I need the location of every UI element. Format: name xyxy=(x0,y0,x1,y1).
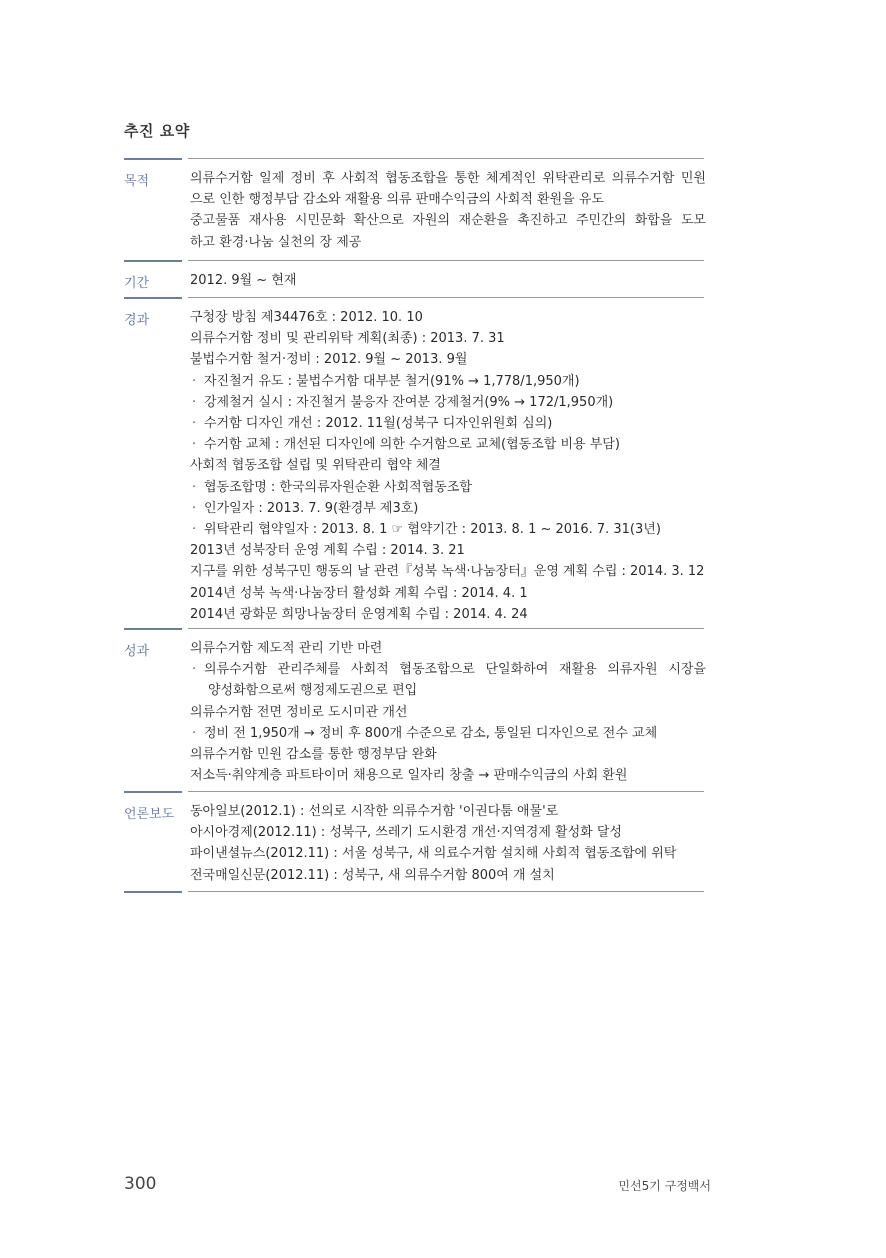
content-line: 파이낸셜뉴스(2012.11) : 서울 성북구, 새 의료수거함 설치해 사회적 협동조합에 위탁 xyxy=(190,846,677,862)
content-line: 지구를 위한 성북구민 행동의 날 관련『성북 녹색·나눔장터』운영 계획 수립 : 2014. 3. 12 xyxy=(190,564,705,580)
bullet-item: · 협동조합명 : 한국의류자원순환 사회적협동조합 xyxy=(190,477,706,498)
footer-book-title: 민선5기 구정백서 xyxy=(618,1179,711,1193)
bullet-item: · 자진철거 유도 : 불법수거함 대부분 철거(91% → 1,778/1,950개) xyxy=(190,371,706,392)
row-content xyxy=(190,307,706,625)
content-line: 아시아경제(2012.11) : 성북구, 쓰레기 도시환경 개선·지역경제 활성화 달성 xyxy=(190,825,622,841)
row-divider-left xyxy=(124,628,182,630)
row-divider-left xyxy=(124,158,182,160)
row-label: 성과 xyxy=(124,644,150,659)
content-line: 의류수거함 정비 및 관리위탁 계획(최종) : 2013. 7. 31 xyxy=(190,331,505,347)
row-content xyxy=(190,638,706,786)
content-line: 2012. 9월 ~ 현재 xyxy=(190,273,297,288)
bottom-divider-left xyxy=(124,891,182,893)
row-content xyxy=(190,168,706,253)
content-line: 2014년 광화문 희망나눔장터 운영계획 수립 : 2014. 4. 24 xyxy=(190,606,528,622)
row-divider-left xyxy=(124,297,182,299)
content-line: 구청장 방침 제34476호 : 2012. 10. 10 xyxy=(190,310,423,325)
bullet-item: · 의류수거함 관리주체를 사회적 협동조합으로 단일화하여 재활용 의류자원 시장을 xyxy=(190,659,706,680)
row-label: 언론보도 xyxy=(124,807,175,822)
content-line: 2014년 성북 녹색·나눔장터 활성화 계획 수립 : 2014. 4. 1 xyxy=(190,585,528,601)
row-divider-right xyxy=(188,297,704,298)
bullet-item: · 강제철거 실시 : 자진철거 불응자 잔여분 강제철거(9% → 172/1,950개) xyxy=(190,392,706,413)
bullet-item: · 수거함 교체 : 개선된 디자인에 의한 수거함으로 교체(협동조합 비용 부담) xyxy=(190,434,706,455)
content-line: 중고물품 재사용 시민문화 확산으로 자원의 재순환을 촉진하고 주민간의 화합을 도모 xyxy=(190,213,706,229)
content-line: 사회적 협동조합 설립 및 위탁관리 협약 체결 xyxy=(190,458,441,474)
bullet-item: · 인가일자 : 2013. 7. 9(환경부 제3호) xyxy=(190,498,706,519)
content-line: 저소득·취약계층 파트타이머 채용으로 일자리 창출 → 판매수익금의 사회 환원 xyxy=(190,768,628,784)
row-label: 목적 xyxy=(124,174,150,189)
content-line: 의류수거함 일제 정비 후 사회적 협동조합을 통한 체계적인 위탁관리로 의류수거함 민원 xyxy=(190,171,706,186)
row-divider-right xyxy=(188,260,704,261)
content-line: 전국매일신문(2012.11) : 성북구, 새 의류수거함 800여 개 설치 xyxy=(190,867,555,883)
bottom-divider-right xyxy=(188,891,704,892)
content-line: 하고 환경·나눔 실천의 장 제공 xyxy=(190,234,362,250)
content-line: 의류수거함 민원 감소를 통한 행정부담 완화 xyxy=(190,747,437,763)
row-divider-right xyxy=(188,158,704,159)
bullet-item: · 수거함 디자인 개선 : 2012. 11월(성북구 디자인위원회 심의) xyxy=(190,413,706,434)
row-divider-right xyxy=(188,628,704,629)
page-number: 300 xyxy=(124,1174,157,1194)
row-divider-left xyxy=(124,260,182,262)
content-line: 2013년 성북장터 운영 계획 수립 : 2014. 3. 21 xyxy=(190,543,465,559)
content-line: 으로 인한 행정부담 감소와 재활용 의류 판매수익금의 사회적 환원을 유도 xyxy=(190,192,604,208)
bullet-item: · 위탁관리 협약일자 : 2013. 8. 1 ☞ 협약기간 : 2013. 8. 1 ~ 2016. 7. 31(3년) xyxy=(190,519,706,540)
row-content xyxy=(190,270,706,291)
content-line: 동아일보(2012.1) : 선의로 시작한 의류수거함 '이권다툼 애물'로 xyxy=(190,804,559,819)
section-title: 추진 요약 xyxy=(124,122,190,140)
content-line: 의류수거함 제도적 관리 기반 마련 xyxy=(190,641,383,656)
row-label: 경과 xyxy=(124,313,150,328)
content-line: 양성화함으로써 행정제도권으로 편입 xyxy=(208,683,418,699)
bullet-item: · 정비 전 1,950개 → 정비 후 800개 수준으로 감소, 통일된 디자인으로 전수 교체 xyxy=(190,723,706,744)
content-line: 불법수거함 철거·정비 : 2012. 9월 ~ 2013. 9월 xyxy=(190,352,468,368)
row-label: 기간 xyxy=(124,276,150,291)
row-content xyxy=(190,801,706,886)
content-line: 의류수거함 전면 정비로 도시미관 개선 xyxy=(190,704,408,720)
row-divider-right xyxy=(188,791,704,792)
row-divider-left xyxy=(124,791,182,793)
